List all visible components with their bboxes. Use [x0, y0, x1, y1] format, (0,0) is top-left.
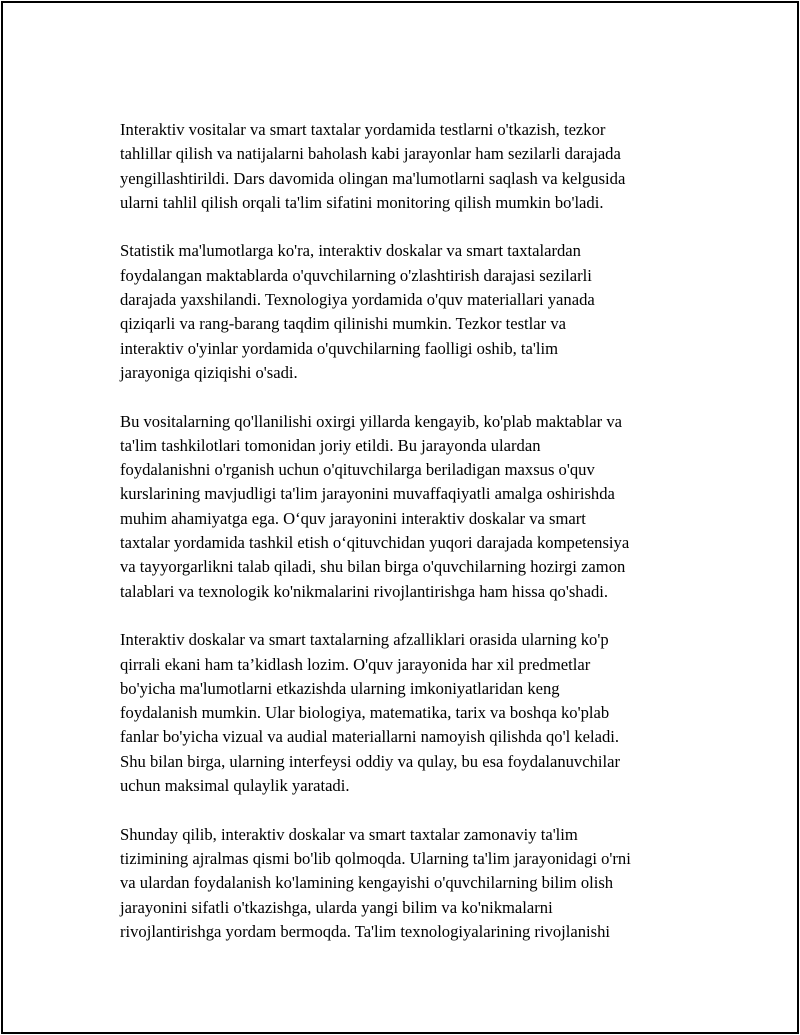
- paragraph-2: Statistik ma'lumotlarga ko'ra, interaktiv doskalar va smart taxtalardan foydalangan maktablarda o'quvchilarning o'zlashtirish darajasi sezilarli darajada yaxshilandi. Texnologiya yordamida o'quv materiallari yanada qiziqarli va rang-barang taqdim qilinishi mumkin. Tezkor testlar va interaktiv o'yinlar yordamida o'quvchilarning faolligi oshib, ta'lim jarayoniga qiziqishi o'sadi.: [120, 241, 595, 382]
- paragraph-3: Bu vositalarning qo'llanilishi oxirgi yillarda kengayib, ko'plab maktablar va ta'lim tashkilotlari tomonidan joriy etildi. Bu jarayonda ulardan foydalanishni o'rganish uchun o'qituvchilarga beriladigan maxsus o'quv kurslarining mavjudligi ta'lim jarayonini muvaffaqiyatli amalga oshirishda muhim ahamiyatga ega. O‘quv jarayonini interaktiv doskalar va smart taxtalar yordamida tashkil etish o‘qituvchidan yuqori darajada kompetensiya va tayyorgarlikni talab qiladi, shu bilan birga o'quvchilarning hozirgi zamon talablari va texnologik ko'nikmalarini rivojlantirishga ham hissa qo'shadi.: [120, 411, 630, 601]
- paragraph-4: Interaktiv doskalar va smart taxtalarning afzalliklari orasida ularning ko'p qirrali ekani ham ta’kidlash lozim. O'quv jarayonida har xil predmetlar bo'yicha ma'lumotlarni etkazishda ularning imkoniyatlaridan keng foydalanish mumkin. Ular biologiya, matematika, tarix va boshqa ko'plab fanlar bo'yicha vizual va audial materiallarni namoyish qilishda qo'l keladi. Shu bilan birga, ularning interfeysi oddiy va qulay, bu esa foydalanuvchilar uchun maksimal qulaylik yaratadi.: [120, 630, 620, 796]
- page-frame: [1, 1, 799, 1034]
- paragraph-1: Interaktiv vositalar va smart taxtalar yordamida testlarni o'tkazish, tezkor tahlillar qilish va natijalarni baholash kabi jarayonlar ham sezilarli darajada yengillashtirildi. Dars davomida olingan ma'lumotlarni saqlash va kelgusida ularni tahlil qilish orqali ta'lim sifatini monitoring qilish mumkin bo'ladi.: [120, 120, 626, 212]
- document-body: [120, 118, 710, 944]
- paragraph-5: Shunday qilib, interaktiv doskalar va smart taxtalar zamonaviy ta'lim tizimining ajralmas qismi bo'lib qolmoqda. Ularning ta'lim jarayonidagi o'rni va ulardan foydalanish ko'lamining kengayishi o'quvchilarning bilim olish jarayonini sifatli o'tkazishga, ularda yangi bilim va ko'nikmalarni rivojlantirishga yordam bermoqda. Ta'lim texnologiyalarining rivojlanishi: [120, 824, 631, 941]
